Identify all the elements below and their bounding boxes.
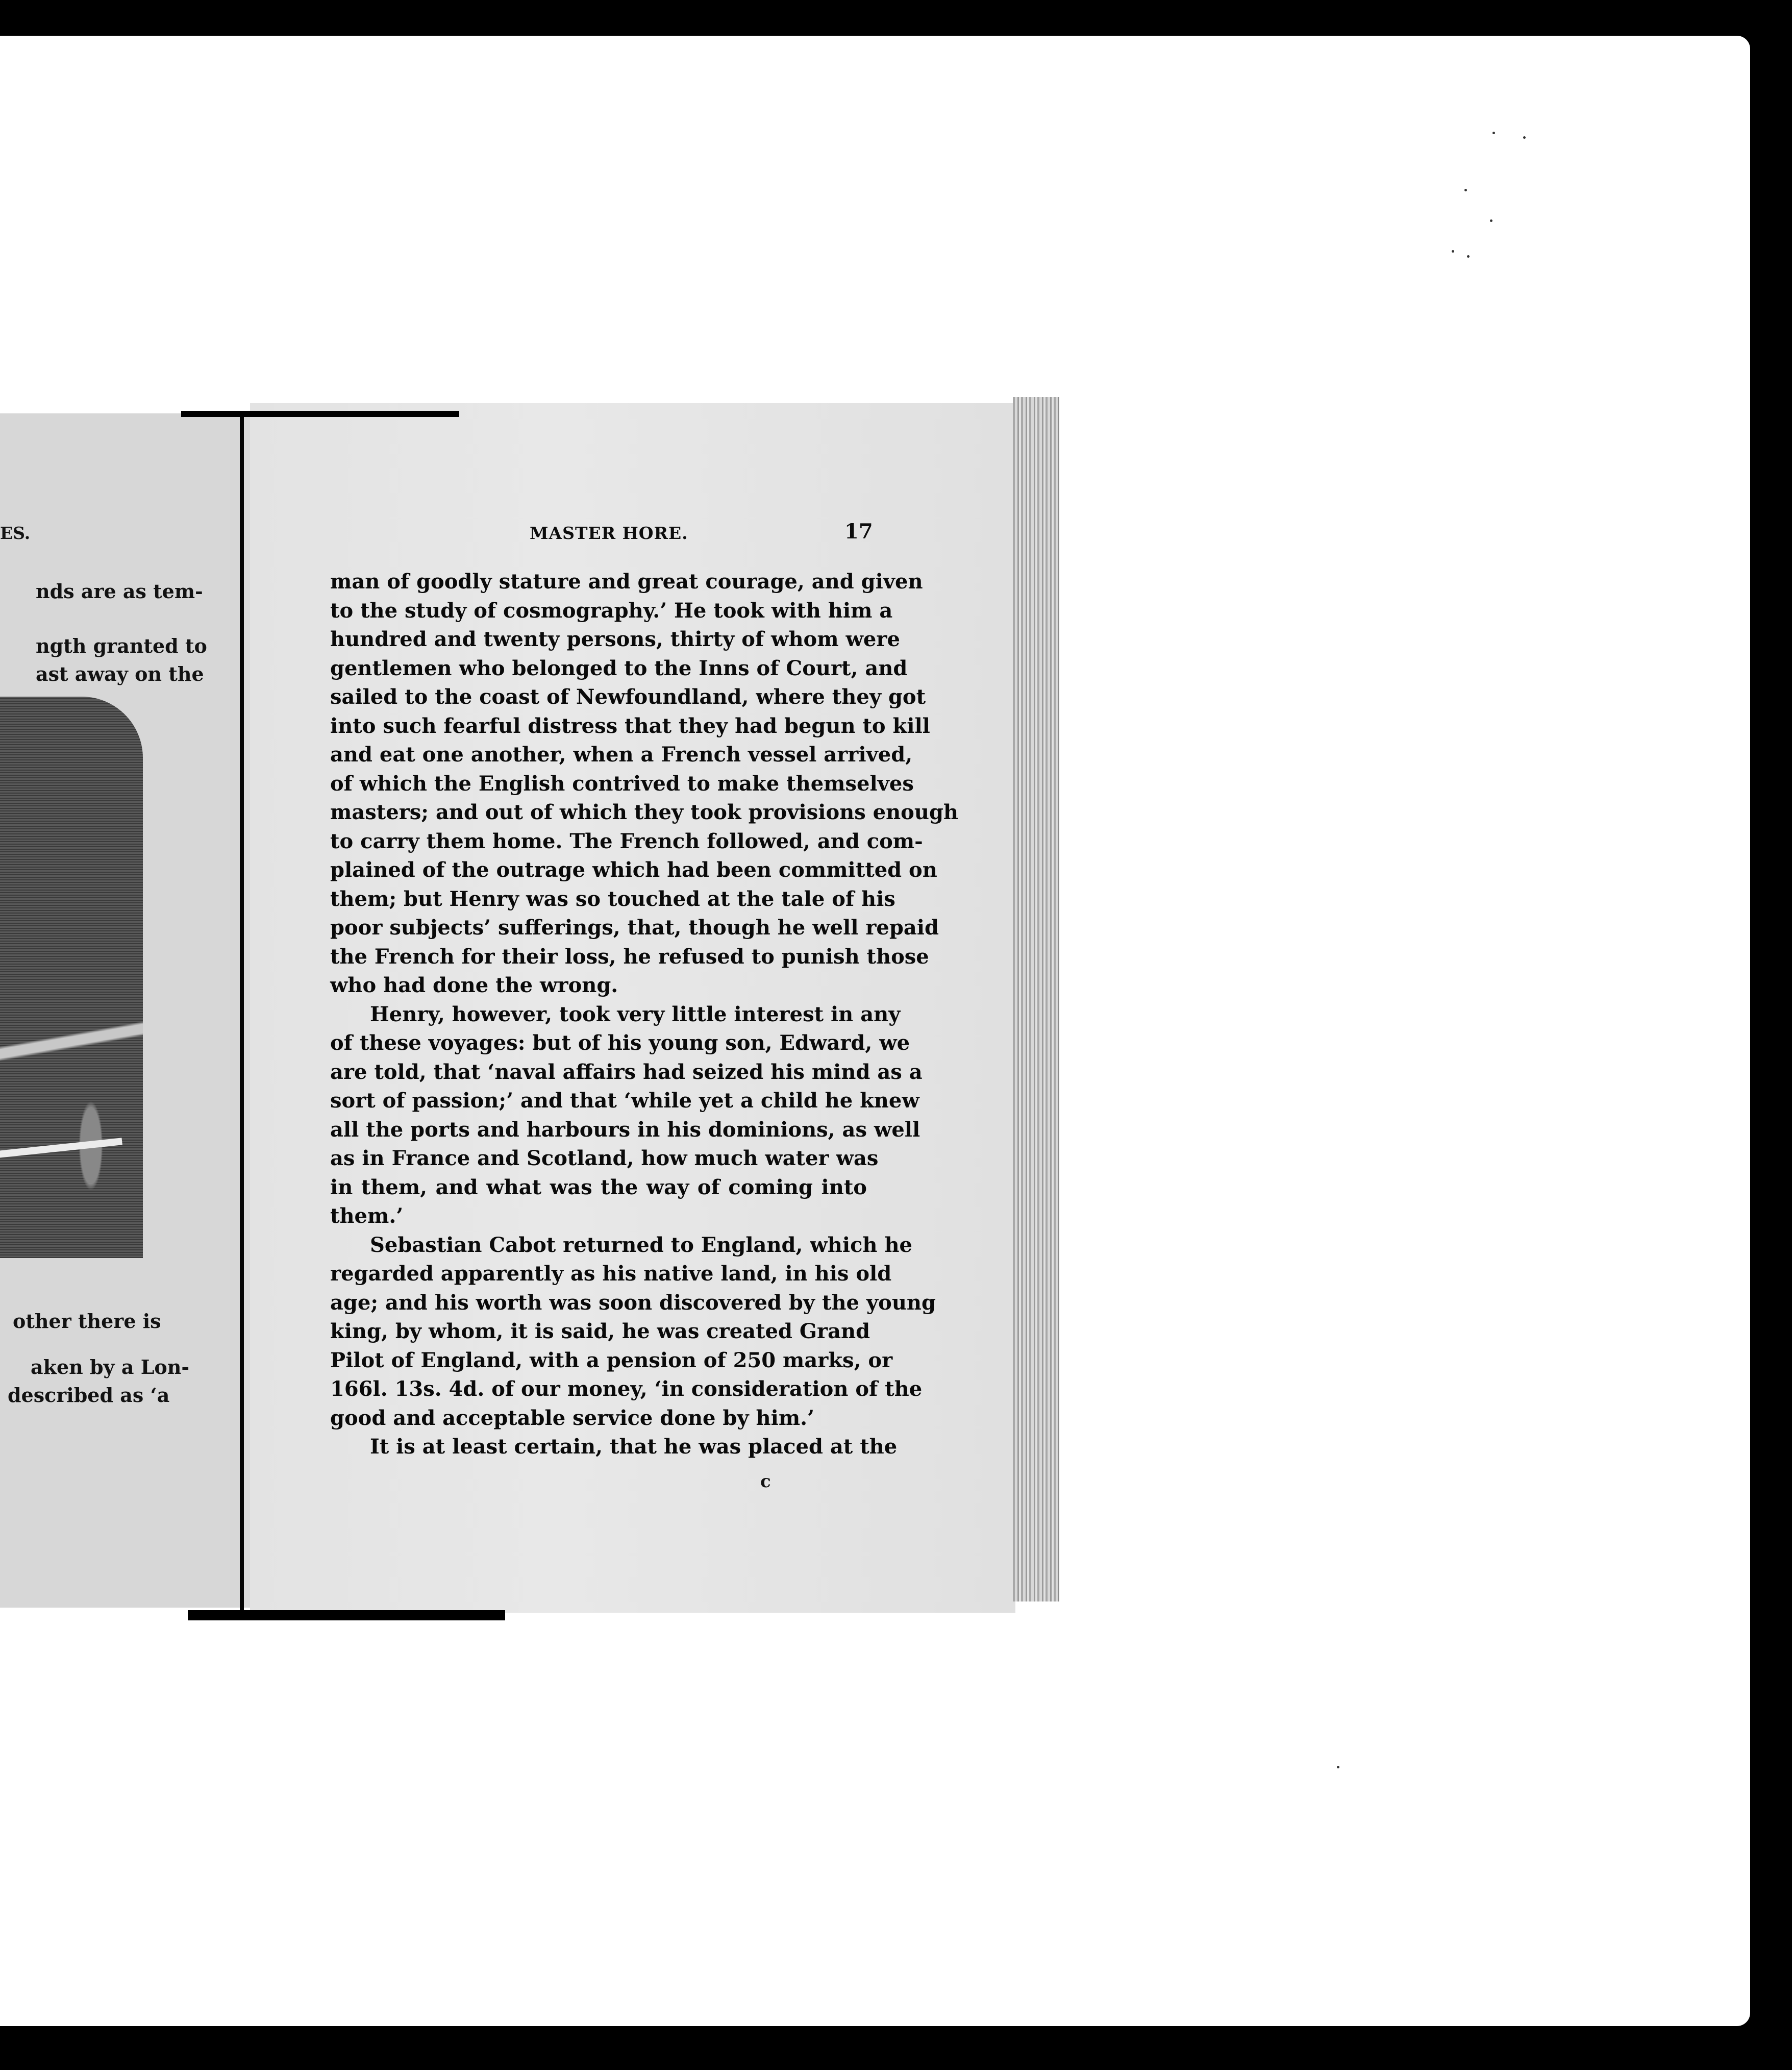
text-line: them.’ [330, 1204, 404, 1228]
text-line: poor subjects’ sufferings, that, though he well repaid [330, 916, 939, 940]
text-line: into such fearful distress that they had begun to kill [330, 713, 930, 738]
text-line: of which the English contrived to make themselves [330, 771, 914, 796]
left-running-head: ES. [0, 523, 31, 543]
text-line: are told, that ‘naval affairs had seized his mind as a [330, 1059, 923, 1084]
frame-bar-top [181, 411, 459, 417]
text-line: masters; and out of which they took provisions enough [330, 800, 958, 824]
left-text-line: ngth granted to [36, 634, 207, 657]
running-head-title: MASTER HORE. [530, 523, 688, 543]
left-text-line: other there is [13, 1310, 161, 1333]
ship-engraving-illustration [0, 697, 143, 1258]
text-line: all the ports and harbours in his dominions, as well [330, 1117, 920, 1142]
text-line: hundred and twenty persons, thirty of whom were [330, 627, 900, 651]
text-line: Pilot of England, with a pension of 250 marks, or [330, 1348, 893, 1372]
text-line: the French for their loss, he refused to punish those [330, 944, 929, 969]
left-text-line: aken by a Lon- [31, 1356, 190, 1378]
text-line: to carry them home. The French followed, and com- [330, 829, 923, 853]
frame-bar-bottom [188, 1610, 505, 1620]
left-text-line: nds are as tem- [36, 580, 203, 603]
text-line: Sebastian Cabot returned to England, which he [370, 1233, 912, 1257]
text-line: of these voyages: but of his young son, Edward, we [330, 1031, 910, 1055]
text-line: who had done the wrong. [330, 973, 618, 997]
text-line: good and acceptable service done by him.’ [330, 1406, 815, 1430]
text-line: gentlemen who belonged to the Inns of Court, and [330, 656, 908, 680]
text-line: It is at least certain, that he was placed at the [370, 1435, 898, 1459]
text-line: and eat one another, when a French vessel arrived, [330, 743, 913, 767]
text-line: sailed to the coast of Newfoundland, where they got [330, 685, 926, 709]
book-page-edges [1013, 397, 1059, 1601]
text-line: sort of passion;’ and that ‘while yet a child he knew [330, 1089, 919, 1113]
text-line: Henry, however, took very little interest in any [370, 1002, 901, 1026]
body-text [330, 568, 958, 1462]
left-text-line: ast away on the [36, 662, 204, 685]
left-text-line: described as ‘a [8, 1384, 170, 1407]
microfilm-frame [0, 36, 1750, 2026]
text-line: regarded apparently as his native land, in his old [330, 1262, 892, 1286]
text-line: them; but Henry was so touched at the tale of his [330, 886, 895, 911]
gutter-line [240, 413, 244, 1610]
text-line: king, by whom, it is said, he was created Grand [330, 1319, 870, 1343]
text-line: plained of the outrage which had been committed on [330, 858, 937, 882]
text-line: age; and his worth was soon discovered by the young [330, 1290, 936, 1315]
text-line: to the study of cosmography.’ He took with him a [330, 598, 893, 623]
page-number: 17 [844, 520, 873, 544]
text-line: in them, and what was the way of coming into [330, 1175, 867, 1199]
text-line: man of goodly stature and great courage, and given [330, 570, 923, 594]
left-page [0, 413, 250, 1608]
text-line: as in France and Scotland, how much water was [330, 1146, 879, 1170]
right-page [250, 403, 1015, 1613]
signature-mark: c [760, 1471, 771, 1492]
text-line: 166l. 13s. 4d. of our money, ‘in consideration of the [330, 1377, 923, 1401]
